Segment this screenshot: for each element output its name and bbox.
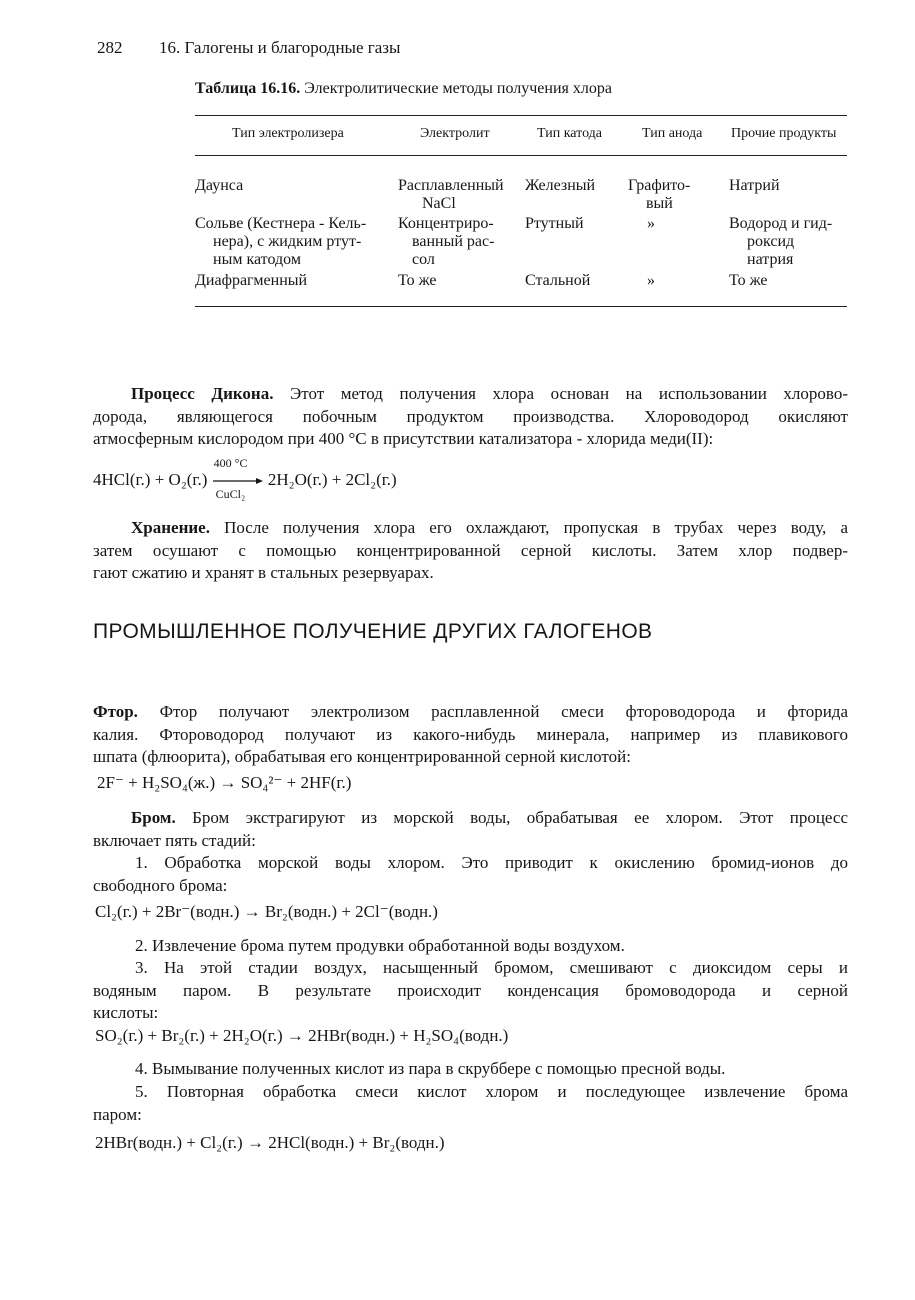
table-header-rule: [195, 155, 847, 156]
bromine-title: Бром.: [131, 808, 176, 827]
paragraph-line: атмосферным кислородом при 400 °C в присутствии катализатора - хлорида меди(II):: [93, 429, 714, 448]
table-cell: Концентриро- ванный рас- сол: [398, 215, 495, 268]
table-cell: »: [647, 215, 655, 232]
table-header-cell: Электролит: [420, 126, 490, 141]
reaction-condition: 400 °C: [213, 456, 248, 471]
bromine-step-2: [93, 935, 848, 958]
step-line: 3. На этой стадии воздух, насыщенный бромом, смешивают с диоксидом серы и: [135, 958, 848, 977]
paragraph-line: гают сжатию и хранят в стальных резервуарах.: [93, 563, 434, 582]
deacon-paragraph: Процесс Дикона. Этот метод получения хлора основан на использовании хлорово- дорода, являющегося побочным продуктом производства. Хлороводород окисляют атмосферным кислородом при 400 °C в присутствии катализатора - хлорида меди(II):: [93, 383, 848, 451]
table-caption: [195, 80, 612, 98]
table-cell: То же: [398, 272, 437, 289]
bromine-step-4: [93, 1058, 848, 1081]
bromine-step-5: [93, 1081, 848, 1126]
table-cell: Стальной: [525, 272, 591, 289]
bromine-step-3-equation: SO₂(г.) + Br₂(г.) + 2H₂O(г.) → 2HBr(водн.) + H₂SO₄(водн.): [95, 1026, 509, 1045]
table-cell: То же: [729, 272, 768, 289]
equation-right: 2H₂O(г.) + 2Cl₂(г.): [267, 470, 397, 489]
table-cell: Расплавленный NaCl: [398, 177, 504, 212]
fluorine-equation: 2F⁻ + H₂SO₄(ж.) → SO₄²⁻ + 2HF(г.): [97, 773, 352, 792]
reaction-arrow: [212, 456, 264, 502]
bromine-step-3: [93, 957, 848, 1025]
fluorine-paragraph: Фтор. Фтор получают электролизом расплавленной смеси фтороводорода и фторида калия. Фтороводород получают из какого-нибудь минерала, например из плавикового шпата (флюорита), обрабатывая его концентрированной серной кислотой:: [93, 701, 848, 769]
paragraph-line: затем осушают с помощью концентрированной серной кислоты. Затем хлор подвер-: [93, 540, 848, 560]
table-cell: Сольве (Кестнера - Кель- нера), с жидким ртут- ным катодом: [195, 215, 367, 268]
table-cell: Графито- вый: [628, 177, 691, 212]
paragraph-line: шпата (флюорита), обрабатывая его концентрированной серной кислотой:: [93, 747, 631, 766]
table-cell: Железный: [525, 177, 596, 194]
table-header-cell: Тип электролизера: [232, 126, 344, 141]
reaction-catalyst: CuCl₂: [215, 487, 246, 502]
step-line: 1. Обработка морской воды хлором. Это приводит к окислению бромид-ионов до: [135, 853, 848, 872]
step-line: кислоты:: [93, 1003, 159, 1022]
table-header-cell: Тип катода: [537, 126, 602, 141]
step-line: 5. Повторная обработка смеси кислот хлором и последующее извлечение брома: [135, 1082, 848, 1101]
bromine-paragraph: Бром. Бром экстрагируют из морской воды, обрабатывая ее хлором. Этот процесс включает пять стадий:: [93, 807, 848, 852]
table-cell: Даунса: [195, 177, 244, 194]
table-cell: Диафрагменный: [195, 272, 308, 289]
deacon-title: Процесс Дикона.: [131, 384, 274, 403]
storage-paragraph: Хранение. После получения хлора его охлаждают, пропуская в трубах через воду, а затем осушают с помощью концентрированной серной кислоты. Затем хлор подвер- гают сжатию и хранят в стальных резервуарах.: [93, 517, 848, 585]
step-line: 2. Извлечение брома путем продувки обработанной воды воздухом.: [135, 936, 625, 955]
bromine-step-1: [93, 852, 848, 897]
fluorine-title: Фтор.: [93, 702, 138, 721]
step-line: водяным паром. В результате происходит конденсация бромоводорода и серной: [93, 980, 848, 1000]
storage-title: Хранение.: [131, 518, 210, 537]
table-bottom-rule: [195, 306, 847, 307]
table-caption-label: Таблица 16.16.: [195, 80, 301, 97]
deacon-equation: [93, 456, 397, 502]
step-line: паром:: [93, 1104, 142, 1124]
table-cell: Ртутный: [525, 215, 584, 232]
table-header-cell: Прочие продукты: [731, 126, 837, 141]
paragraph-line: включает пять стадий:: [93, 830, 256, 850]
running-header: [97, 38, 400, 58]
step-line: 4. Вымывание полученных кислот из пара в скруббере с помощью пресной воды.: [135, 1059, 726, 1078]
table-top-rule: [195, 115, 847, 116]
paragraph-line: калия. Фтороводород получают из какого-нибудь минерала, например из плавикового: [93, 724, 848, 744]
table-cell: Натрий: [729, 177, 780, 194]
section-title: ПРОМЫШЛЕННОЕ ПОЛУЧЕНИЕ ДРУГИХ ГАЛОГЕНОВ: [93, 620, 653, 643]
chapter-title: 16. Галогены и благородные газы: [159, 38, 401, 57]
table-caption-text: Электролитические методы получения хлора: [304, 80, 612, 97]
bromine-step-5-equation: 2HBr(водн.) + Cl₂(г.) → 2HCl(водн.) + Br₂(водн.): [95, 1133, 445, 1152]
table-cell: »: [647, 272, 655, 289]
table-cell: Водород и гид- роксид натрия: [729, 215, 833, 268]
equation-left: 4HCl(г.) + O₂(г.): [93, 470, 208, 489]
table-header-cell: Тип анода: [642, 126, 703, 141]
page-number: 282: [97, 38, 123, 57]
paragraph-line: дорода, являющегося побочным продуктом производства. Хлороводород окисляют: [93, 406, 848, 426]
bromine-step-1-equation: Cl₂(г.) + 2Br⁻(водн.) → Br₂(водн.) + 2Cl⁻(водн.): [95, 902, 438, 921]
step-line: свободного брома:: [93, 875, 228, 895]
